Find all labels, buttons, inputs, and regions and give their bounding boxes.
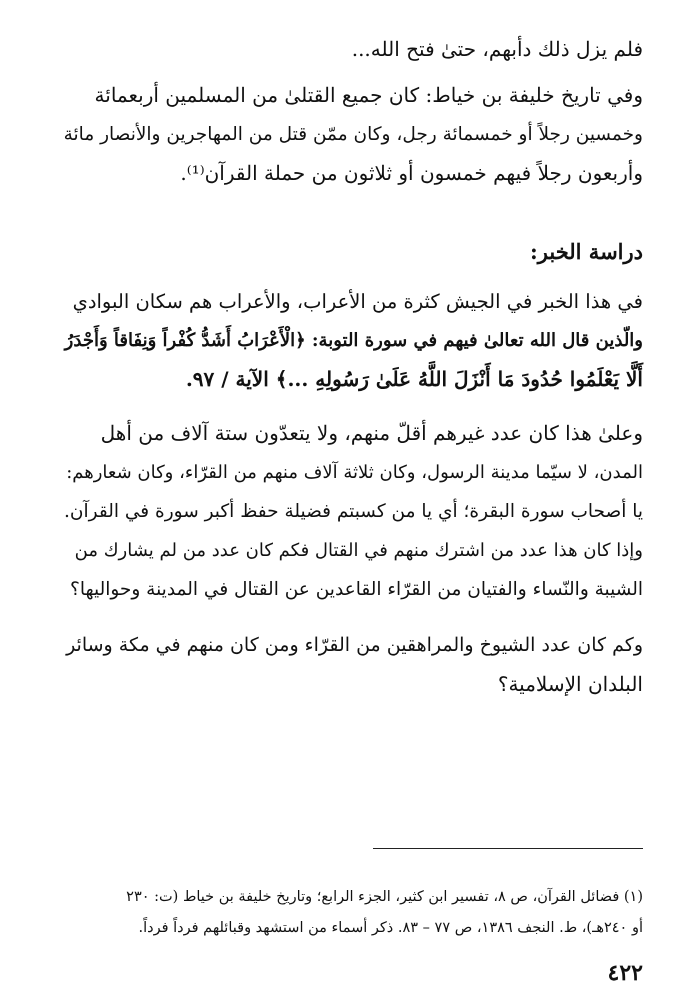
book-page xyxy=(60,30,643,996)
footnotes xyxy=(60,882,643,944)
footnote-1-line-2: أو ٢٤٠هـ)، ط. النجف ١٣٨٦، ص ٧٧ – ٨٣. ذكر أسماء من استشهد وقبائلهم فرداً فرداً. xyxy=(138,920,643,936)
footnote-1-line-1: (١) فضائل القرآن، ص ٨، تفسير ابن كثير، الجزء الرابع؛ وتاريخ خليفة بن خياط (ت: ٢٣٠ xyxy=(126,889,643,905)
paragraph-5-line-1: وكم كان عدد الشيوخ والمراهقين من القرّاء ومن كان منهم في مكة وسائر xyxy=(66,634,643,656)
paragraph-4-line-4: وإذا كان هذا عدد من اشترك منهم في القتال فكم كان عدد من لم يشارك من xyxy=(74,540,643,561)
paragraph-3 xyxy=(60,282,643,399)
paragraph-3-line-1: في هذا الخبر في الجيش كثرة من الأعراب، والأعراب هم سكان البوادي xyxy=(72,290,643,313)
paragraph-5 xyxy=(60,626,643,704)
paragraph-2-line-1: وفي تاريخ خليفة بن خياط: كان جميع القتلىٰ من المسلمين أربعمائة xyxy=(94,83,643,107)
paragraph-3-line-3-quran-verse: أَلَّا يَعْلَمُوا حُدُودَ مَا أَنْزَلَ اللَّهُ عَلَىٰ رَسُولِهِ ...﴾ الآية / ٩٧. xyxy=(185,367,643,391)
paragraph-4-line-1: وعلىٰ هذا كان عدد غيرهم أقلّ منهم، ولا يتعدّون ستة آلاف من أهل xyxy=(100,421,643,445)
page-number: ٤٢٢ xyxy=(607,960,643,986)
paragraph-5-line-2: البلدان الإسلامية؟ xyxy=(497,672,643,696)
paragraph-2-line-3: وأربعون رجلاً فيهم خمسون أو ثلاثون من حملة القرآن⁽¹⁾. xyxy=(180,161,643,185)
paragraph-4-line-5: الشيبة والنّساء والفتيان من القرّاء القاعدين عن القتال في المدينة وحواليها؟ xyxy=(70,579,643,600)
paragraph-3-line-2-quran-verse: والّذين قال الله تعالىٰ فيهم في سورة التوبة: ﴿الْأَعْرَابُ أَشَدُّ كُفْراً وَنِفَاقاً وَأَجْدَرُ xyxy=(64,330,643,351)
paragraph-4 xyxy=(60,414,643,609)
paragraph-2-line-2: وخمسين رجلاً أو خمسمائة رجل، وكان ممّن قتل من المهاجرين والأنصار مائة xyxy=(63,124,643,145)
paragraph-2 xyxy=(60,76,643,193)
section-heading: دراسة الخبر: xyxy=(530,239,643,264)
paragraph-1 xyxy=(60,30,643,69)
paragraph-4-line-3: يا أصحاب سورة البقرة؛ أي يا من كسبتم فضيلة حفظ أكبر سورة في القرآن. xyxy=(64,501,643,522)
paragraph-4-line-2: المدن، لا سيّما مدينة الرسول، وكان ثلاثة آلاف منهم من القرّاء، وكان شعارهم: xyxy=(66,462,643,483)
paragraph-1-line-1: فلم يزل ذلك دأبهم، حتىٰ فتح الله... xyxy=(351,37,643,61)
